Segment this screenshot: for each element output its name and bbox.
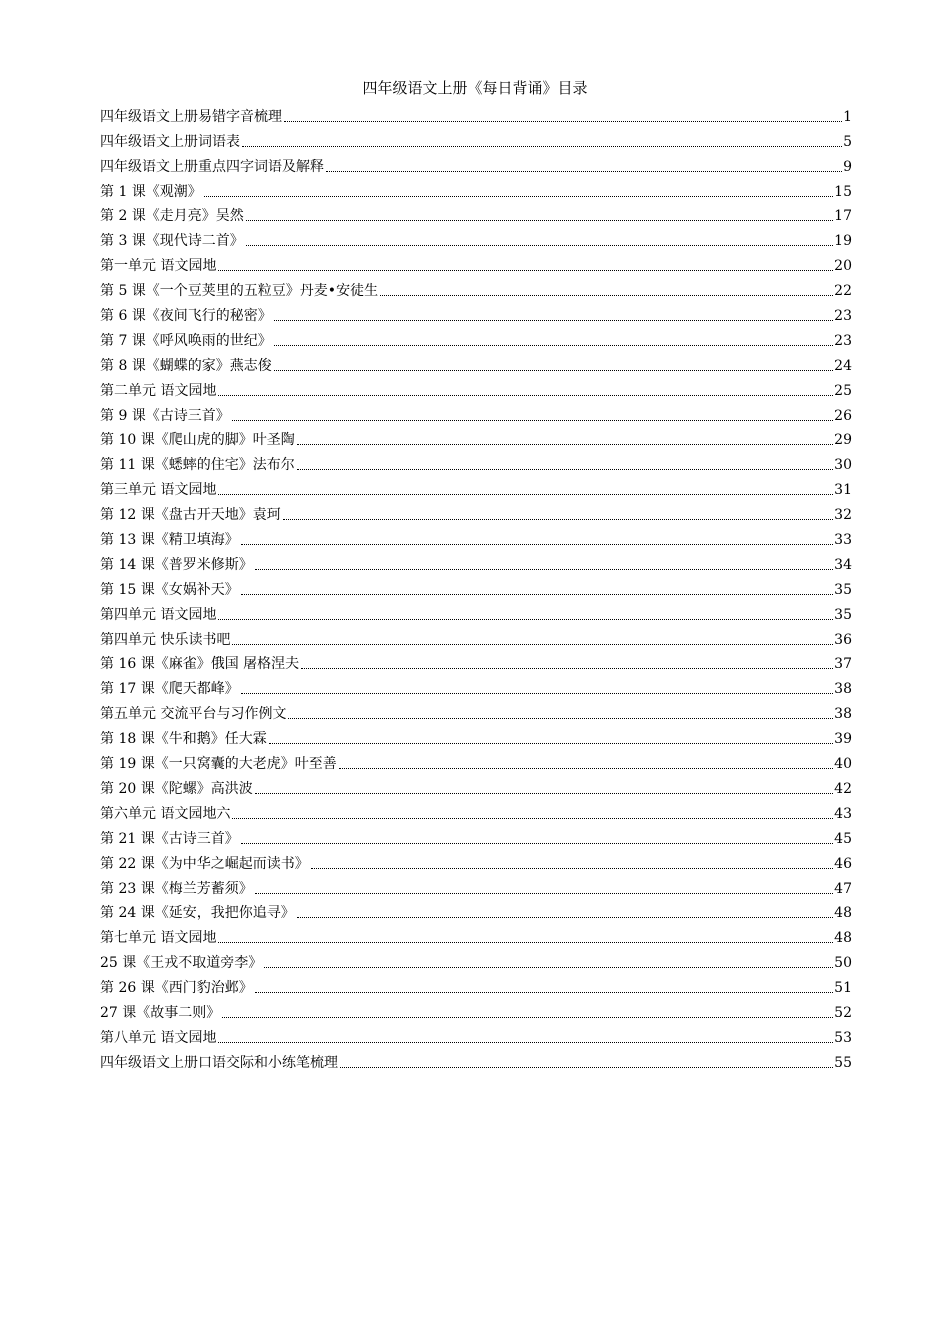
toc-entry-label: 四年级语文上册口语交际和小练笔梳理 xyxy=(100,1054,338,1071)
dot-leader xyxy=(311,867,833,869)
dot-leader xyxy=(232,643,833,645)
toc-entry-label: 第二单元 语文园地 xyxy=(100,382,217,399)
toc-entry-page: 5 xyxy=(843,133,852,150)
toc-entry[interactable] xyxy=(100,300,852,325)
toc-entry-page: 1 xyxy=(843,108,852,125)
dot-leader xyxy=(242,145,842,147)
toc-entry-label: 第 12 课《盘古开天地》袁珂 xyxy=(100,507,281,524)
toc-entry-page: 22 xyxy=(834,283,852,300)
toc-entry[interactable] xyxy=(100,499,852,524)
toc-entry-page: 20 xyxy=(834,258,852,275)
toc-entry-label: 第 7 课《呼风唤雨的世纪》 xyxy=(100,332,272,349)
toc-entry-label: 第三单元 语文园地 xyxy=(100,482,217,499)
toc-entry-page: 15 xyxy=(834,183,852,200)
toc-entry[interactable] xyxy=(100,997,852,1022)
toc-entry-label: 第 9 课《古诗三首》 xyxy=(100,407,230,424)
toc-entry[interactable] xyxy=(100,873,852,898)
dot-leader xyxy=(218,1041,833,1043)
page-title: 四年级语文上册《每日背诵》目录 xyxy=(362,79,588,97)
toc-entry-label: 第 15 课《女娲补天》 xyxy=(100,581,239,598)
toc-entry[interactable] xyxy=(100,649,852,674)
dot-leader xyxy=(274,369,833,371)
toc-entry-page: 30 xyxy=(834,457,852,474)
toc-entry-page: 38 xyxy=(834,706,852,723)
dot-leader xyxy=(222,1016,833,1018)
dot-leader xyxy=(246,219,833,221)
toc-entry[interactable] xyxy=(100,425,852,450)
dot-leader xyxy=(218,394,833,396)
dot-leader xyxy=(274,319,833,321)
toc-entry[interactable] xyxy=(100,524,852,549)
toc-entry-label: 第 6 课《夜间飞行的秘密》 xyxy=(100,308,272,325)
dot-leader xyxy=(218,493,833,495)
toc-entry[interactable] xyxy=(100,225,852,250)
dot-leader xyxy=(255,892,833,894)
dot-leader xyxy=(218,269,833,271)
dot-leader xyxy=(264,966,833,968)
toc-entry-page: 26 xyxy=(834,407,852,424)
dot-leader xyxy=(232,817,833,819)
toc-entry-label: 第 11 课《蟋蟀的住宅》法布尔 xyxy=(100,457,295,474)
toc-entry-label: 第 2 课《走月亮》吴然 xyxy=(100,208,244,225)
toc-entry-label: 第 23 课《梅兰芳蓄须》 xyxy=(100,880,253,897)
toc-entry-page: 38 xyxy=(834,681,852,698)
toc-entry-label: 第 3 课《现代诗二首》 xyxy=(100,233,244,250)
toc-entry[interactable] xyxy=(100,673,852,698)
toc-entry-label: 第 13 课《精卫填海》 xyxy=(100,532,239,549)
toc-entry[interactable] xyxy=(100,126,852,151)
toc-entry-label: 第 24 课《延安，我把你追寻》 xyxy=(100,905,295,922)
toc-entry-page: 48 xyxy=(834,930,852,947)
toc-entry-label: 四年级语文上册重点四字词语及解释 xyxy=(100,158,324,175)
toc-entry-page: 50 xyxy=(834,955,852,972)
toc-entry[interactable] xyxy=(100,773,852,798)
toc-entry[interactable] xyxy=(100,375,852,400)
toc-entry-label: 第 18 课《牛和鹅》任大霖 xyxy=(100,731,267,748)
toc-entry-page: 9 xyxy=(843,158,852,175)
dot-leader xyxy=(218,618,833,620)
dot-leader xyxy=(255,568,833,570)
toc-entry[interactable] xyxy=(100,449,852,474)
toc-entry[interactable] xyxy=(100,698,852,723)
dot-leader xyxy=(269,742,833,744)
toc-entry[interactable] xyxy=(100,101,852,126)
toc-entry[interactable] xyxy=(100,400,852,425)
toc-entry-label: 第 20 课《陀螺》高洪波 xyxy=(100,780,253,797)
toc-entry-page: 37 xyxy=(834,656,852,673)
toc-entry-label: 27 课《故事二则》 xyxy=(100,1004,221,1021)
toc-entry[interactable] xyxy=(100,748,852,773)
toc-entry[interactable] xyxy=(100,176,852,201)
toc-entry[interactable] xyxy=(100,151,852,176)
dot-leader xyxy=(283,518,833,520)
toc-entry[interactable] xyxy=(100,325,852,350)
toc-entry[interactable] xyxy=(100,1022,852,1047)
toc-entry-label: 四年级语文上册易错字音梳理 xyxy=(100,108,282,125)
dot-leader xyxy=(241,543,833,545)
toc-entry-page: 35 xyxy=(834,581,852,598)
toc-entry-page: 40 xyxy=(834,756,852,773)
dot-leader xyxy=(232,419,833,421)
toc-entry[interactable] xyxy=(100,599,852,624)
toc-entry-page: 43 xyxy=(834,805,852,822)
toc-entry-page: 29 xyxy=(834,432,852,449)
toc-entry-label: 第一单元 语文园地 xyxy=(100,258,217,275)
dot-leader xyxy=(326,170,842,172)
toc-entry-label: 第 8 课《蝴蝶的家》燕志俊 xyxy=(100,357,272,374)
dot-leader xyxy=(255,991,833,993)
toc-entry-label: 第八单元 语文园地 xyxy=(100,1029,217,1046)
toc-entry-page: 51 xyxy=(834,980,852,997)
toc-entry-page: 35 xyxy=(834,606,852,623)
toc-entry[interactable] xyxy=(100,848,852,873)
dot-leader xyxy=(297,443,833,445)
toc-entry[interactable] xyxy=(100,250,852,275)
toc-entry-label: 第 26 课《西门豹治邺》 xyxy=(100,980,253,997)
toc-entry-page: 42 xyxy=(834,780,852,797)
toc-entry-label: 第五单元 交流平台与习作例文 xyxy=(100,706,287,723)
toc-entry[interactable] xyxy=(100,723,852,748)
toc-entry-page: 23 xyxy=(834,308,852,325)
toc-entry[interactable] xyxy=(100,549,852,574)
toc-entry-label: 第六单元 语文园地六 xyxy=(100,805,231,822)
toc-entry-page: 53 xyxy=(834,1029,852,1046)
toc-entry-label: 第 5 课《一个豆荚里的五粒豆》丹麦•安徒生 xyxy=(100,283,379,300)
toc-entry[interactable] xyxy=(100,898,852,923)
toc-entry-page: 17 xyxy=(834,208,852,225)
toc-entry-page: 55 xyxy=(834,1054,852,1071)
toc-entry-label: 第 17 课《爬天都峰》 xyxy=(100,681,239,698)
toc-entry-label: 第四单元 语文园地 xyxy=(100,606,217,623)
toc-entry[interactable] xyxy=(100,474,852,499)
toc-entry[interactable] xyxy=(100,350,852,375)
toc-entry-page: 19 xyxy=(834,233,852,250)
toc-entry-page: 33 xyxy=(834,532,852,549)
toc-entry-label: 第 19 课《一只窝囊的大老虎》叶至善 xyxy=(100,756,337,773)
toc-entry-page: 48 xyxy=(834,905,852,922)
toc-entry[interactable] xyxy=(100,823,852,848)
toc-entry-page: 25 xyxy=(834,382,852,399)
toc-entry-page: 39 xyxy=(834,731,852,748)
toc-entry-page: 47 xyxy=(834,880,852,897)
toc-entry-page: 23 xyxy=(834,332,852,349)
dot-leader xyxy=(380,294,833,296)
toc-entry[interactable] xyxy=(100,275,852,300)
dot-leader xyxy=(246,244,833,246)
toc-entry-label: 25 课《王戎不取道旁李》 xyxy=(100,955,263,972)
dot-leader xyxy=(255,792,833,794)
dot-leader xyxy=(288,717,833,719)
toc-entry-page: 52 xyxy=(834,1004,852,1021)
dot-leader xyxy=(301,667,833,669)
toc-entry[interactable] xyxy=(100,1047,852,1072)
toc-entry[interactable] xyxy=(100,624,852,649)
dot-leader xyxy=(218,941,833,943)
toc-entry-label: 第四单元 快乐读书吧 xyxy=(100,631,231,648)
dot-leader xyxy=(204,195,833,197)
dot-leader xyxy=(241,593,833,595)
toc-entry-label: 第七单元 语文园地 xyxy=(100,930,217,947)
toc-entry-page: 46 xyxy=(834,855,852,872)
toc-entry-page: 45 xyxy=(834,830,852,847)
toc-entry-page: 34 xyxy=(834,556,852,573)
dot-leader xyxy=(241,842,833,844)
toc-entry-page: 36 xyxy=(834,631,852,648)
toc-entry[interactable] xyxy=(100,972,852,997)
toc-entry-label: 第 10 课《爬山虎的脚》叶圣陶 xyxy=(100,432,295,449)
dot-leader xyxy=(274,344,833,346)
toc-entry[interactable] xyxy=(100,574,852,599)
toc-entry-label: 第 1 课《观潮》 xyxy=(100,183,202,200)
toc-entry[interactable] xyxy=(100,947,852,972)
dot-leader xyxy=(297,468,833,470)
toc-entry-label: 四年级语文上册词语表 xyxy=(100,133,240,150)
toc-entry-label: 第 16 课《麻雀》俄国 屠格涅夫 xyxy=(100,656,300,673)
dot-leader xyxy=(241,692,833,694)
toc-entry-label: 第 14 课《普罗米修斯》 xyxy=(100,556,253,573)
toc-entry-page: 32 xyxy=(834,507,852,524)
toc-entry-page: 31 xyxy=(834,482,852,499)
toc-entry[interactable] xyxy=(100,922,852,947)
toc-entry[interactable] xyxy=(100,201,852,226)
dot-leader xyxy=(339,767,833,769)
toc-entry[interactable] xyxy=(100,798,852,823)
dot-leader xyxy=(284,120,842,122)
toc-entry-page: 24 xyxy=(834,357,852,374)
table-of-contents xyxy=(100,101,852,1072)
toc-entry-label: 第 21 课《古诗三首》 xyxy=(100,830,239,847)
dot-leader xyxy=(297,916,833,918)
dot-leader xyxy=(340,1066,833,1068)
toc-entry-label: 第 22 课《为中华之崛起而读书》 xyxy=(100,855,309,872)
